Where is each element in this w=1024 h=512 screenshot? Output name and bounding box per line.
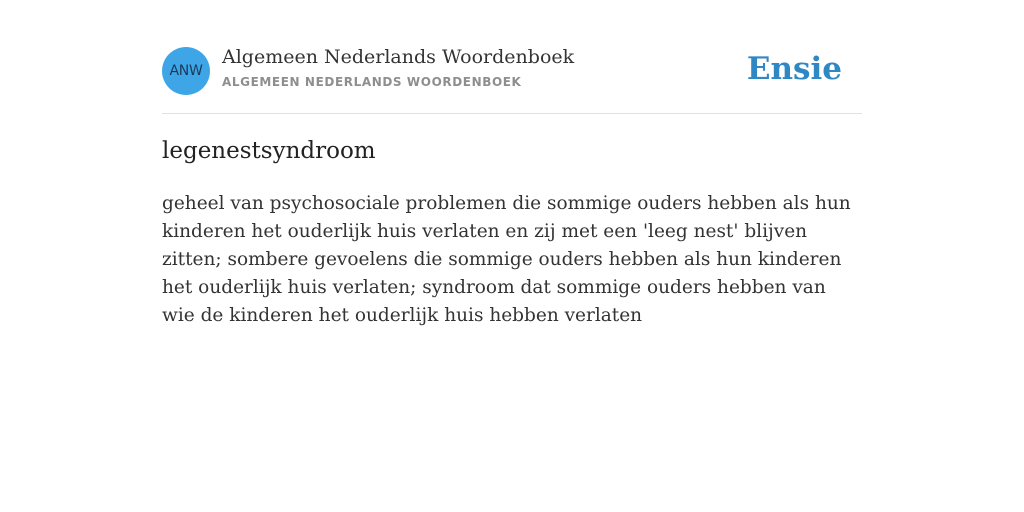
source-title: Algemeen Nederlands Woordenboek bbox=[222, 46, 575, 68]
header-divider bbox=[162, 113, 862, 114]
entry-term: legenestsyndroom bbox=[162, 138, 376, 164]
source-logo bbox=[162, 47, 210, 95]
entry-definition: geheel van psychosociale problemen die sommige ouders hebben als hun kinderen het ouderlijk huis verlaten en zij met een 'leeg nest' blijven zitten; sombere gevoelens die sommige ouders hebben als hun kinderen het ouderlijk huis verlaten; syndroom dat sommige ouders hebben van wie de kinderen het ouderlijk huis hebben verlaten bbox=[162, 193, 851, 326]
source-logo-text: ANW bbox=[169, 63, 203, 79]
header bbox=[162, 46, 862, 96]
source-subtitle: ALGEMEEN NEDERLANDS WOORDENBOEK bbox=[222, 75, 522, 89]
brand-logo[interactable]: Ensie bbox=[746, 51, 842, 87]
